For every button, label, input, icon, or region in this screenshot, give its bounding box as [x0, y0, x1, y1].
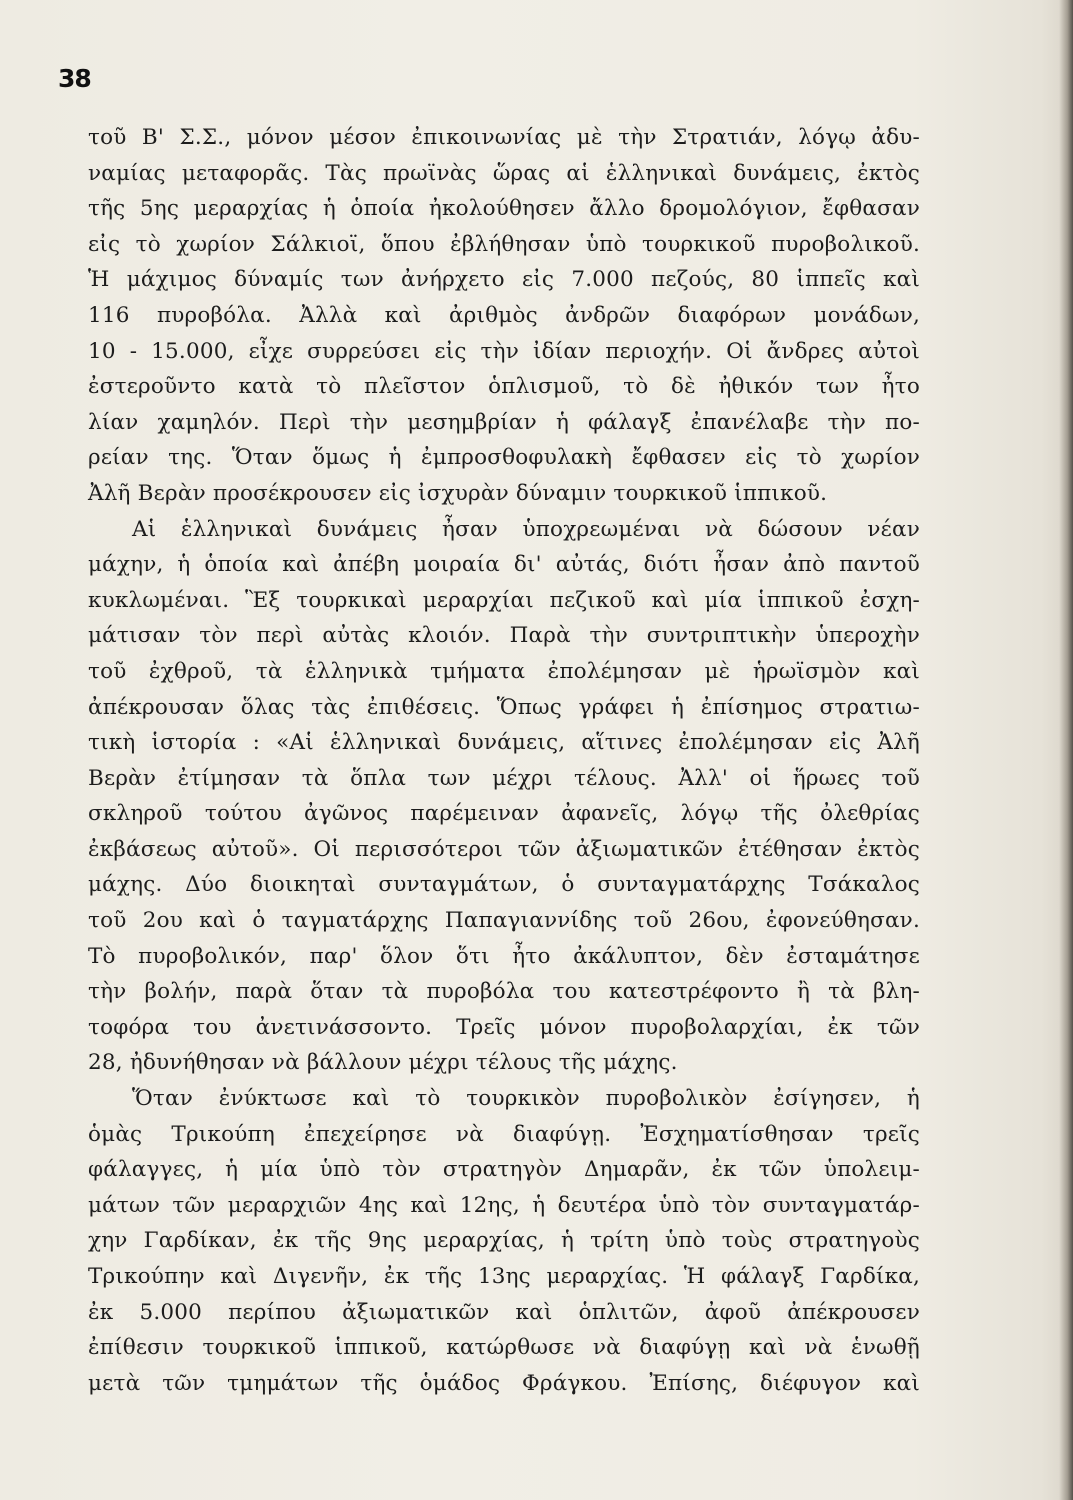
text-line: Ἀλῆ Βερὰν προσέκρουσεν εἰς ἰσχυρὰν δύναμιν τουρκικοῦ ἱππικοῦ. [88, 480, 828, 506]
text-line: τοῦ ἐχθροῦ, τὰ ἑλληνικὰ τμήματα ἐπολέμησαν μὲ ἡρωϊσμὸν καὶ [88, 658, 920, 684]
text-line: τῆς 5ης μεραρχίας ἡ ὁποία ἠκολούθησεν ἄλλο δρομολόγιον, ἔφθασαν [88, 196, 920, 222]
text-line: μάτισαν τὸν περὶ αὐτὰς κλοιόν. Παρὰ τὴν συντριπτικὴν ὑπεροχὴν [88, 623, 920, 649]
page-edge-shadow [1059, 0, 1073, 1500]
text-line: τοῦ Β' Σ.Σ., μόνον μέσον ἐπικοινωνίας μὲ τὴν Στρατιάν, λόγῳ ἀδυ- [88, 125, 920, 150]
text-line: Ὅταν ἐνύκτωσε καὶ τὸ τουρκικὸν πυροβολικὸν ἐσίγησεν, ἡ [132, 1086, 920, 1112]
text-line: 116 πυροβόλα. Ἀλλὰ καὶ ἀριθμὸς ἀνδρῶν διαφόρων μονάδων, [88, 302, 920, 328]
text-line: 10 - 15.000, εἶχε συρρεύσει εἰς τὴν ἰδίαν περιοχήν. Οἱ ἄνδρες αὐτοὶ [88, 338, 920, 364]
text-line: μάχην, ἡ ὁποία καὶ ἀπέβη μοιραία δι' αὐτάς, διότι ἦσαν ἀπὸ παντοῦ [88, 552, 920, 578]
text-line: μάχης. Δύο διοικηταὶ συνταγμάτων, ὁ συνταγματάρχης Τσάκαλος [88, 872, 920, 898]
text-line: σκληροῦ τούτου ἀγῶνος παρέμειναν ἀφανεῖς, λόγῳ τῆς ὀλεθρίας [88, 801, 920, 827]
text-line: ἐπίθεσιν τουρκικοῦ ἱππικοῦ, κατώρθωσε νὰ διαφύγῃ καὶ νὰ ἑνωθῇ [88, 1335, 920, 1361]
text-line: τὴν βολήν, παρὰ ὅταν τὰ πυροβόλα του κατεστρέφοντο ἢ τὰ βλη- [88, 979, 920, 1005]
text-line: τοῦ 2ου καὶ ὁ ταγματάρχης Παπαγιαννίδης τοῦ 26ου, ἐφονεύθησαν. [88, 908, 920, 934]
text-line: Τρικούπην καὶ Διγενῆν, ἐκ τῆς 13ης μεραρχίας. Ἡ φάλαγξ Γαρδίκα, [88, 1264, 920, 1289]
text-line: τικὴ ἱστορία : «Αἱ ἑλληνικαὶ δυνάμεις, αἵτινες ἐπολέμησαν εἰς Ἀλῆ [88, 730, 920, 756]
text-line: ἐκ 5.000 περίπου ἀξιωματικῶν καὶ ὁπλιτῶν, ἀφοῦ ἀπέκρουσεν [88, 1299, 920, 1325]
text-line: ὁμὰς Τρικούπη ἐπεχείρησε νὰ διαφύγῃ. Ἐσχηματίσθησαν τρεῖς [88, 1121, 920, 1147]
text-line: μετὰ τῶν τμημάτων τῆς ὁμάδος Φράγκου. Ἐπίσης, διέφυγον καὶ [88, 1370, 920, 1396]
text-line: 28, ἠδυνήθησαν νὰ βάλλουν μέχρι τέλους τῆς μάχης. [88, 1050, 678, 1076]
page-number: 38 [58, 64, 91, 93]
text-line: ἐστεροῦντο κατὰ τὸ πλεῖστον ὁπλισμοῦ, τὸ δὲ ἠθικόν των ἦτο [88, 374, 920, 400]
text-line: Βερὰν ἐτίμησαν τὰ ὅπλα των μέχρι τέλους. Ἀλλ' οἱ ἥρωες τοῦ [88, 765, 920, 791]
text-line: τοφόρα του ἀνετινάσσοντο. Τρεῖς μόνον πυροβολαρχίαι, ἐκ τῶν [88, 1014, 920, 1040]
text-line: φάλαγγες, ἡ μία ὑπὸ τὸν στρατηγὸν Δημαρᾶν, ἐκ τῶν ὑπολειμ- [88, 1157, 920, 1183]
text-line: χην Γαρδίκαν, ἐκ τῆς 9ης μεραρχίας, ἡ τρίτη ὑπὸ τοὺς στρατηγοὺς [88, 1228, 920, 1254]
text-line: ἐκβάσεως αὐτοῦ». Οἱ περισσότεροι τῶν ἀξιωματικῶν ἐτέθησαν ἐκτὸς [88, 836, 920, 862]
body-text [88, 120, 920, 1401]
text-line: εἰς τὸ χωρίον Σάλκιοϊ, ὅπου ἐβλήθησαν ὑπὸ τουρκικοῦ πυροβολικοῦ. [88, 231, 920, 257]
text-line: Αἱ ἑλληνικαὶ δυνάμεις ἦσαν ὑποχρεωμέναι νὰ δώσουν νέαν [132, 516, 920, 542]
text-line: κυκλωμέναι. Ἓξ τουρκικαὶ μεραρχίαι πεζικοῦ καὶ μία ἱππικοῦ ἐσχη- [88, 587, 920, 613]
text-line: ἀπέκρουσαν ὅλας τὰς ἐπιθέσεις. Ὅπως γράφει ἡ ἐπίσημος στρατιω- [88, 694, 920, 720]
text-line: ναμίας μεταφορᾶς. Τὰς πρωϊνὰς ὥρας αἱ ἑλληνικαὶ δυνάμεις, ἐκτὸς [88, 160, 920, 186]
text-line: ρείαν της. Ὅταν ὅμως ἡ ἐμπροσθοφυλακὴ ἔφθασεν εἰς τὸ χωρίον [88, 445, 920, 471]
text-line: Ἡ μάχιμος δύναμίς των ἀνήρχετο εἰς 7.000 πεζούς, 80 ἱππεῖς καὶ [88, 267, 920, 293]
text-line: λίαν χαμηλόν. Περὶ τὴν μεσημβρίαν ἡ φάλαγξ ἐπανέλαβε τὴν πο- [88, 409, 920, 435]
text-line: Τὸ πυροβολικόν, παρ' ὅλον ὅτι ἦτο ἀκάλυπτον, δὲν ἐσταμάτησε [88, 943, 920, 969]
text-line: μάτων τῶν μεραρχιῶν 4ης καὶ 12ης, ἡ δευτέρα ὑπὸ τὸν συνταγματάρ- [88, 1192, 920, 1218]
